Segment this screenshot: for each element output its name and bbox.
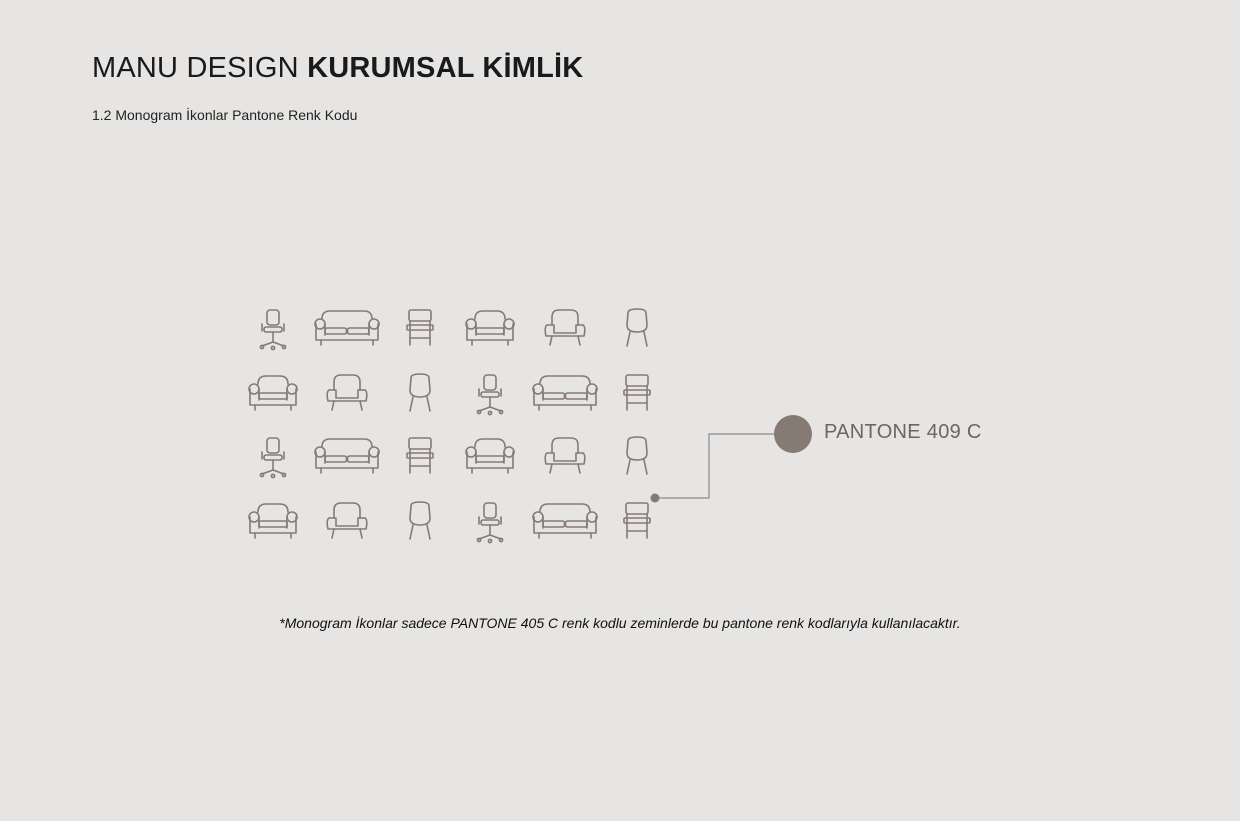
shell-chair-icon <box>602 435 672 485</box>
connector-line <box>655 434 774 498</box>
armchair-icon <box>238 372 308 422</box>
lounge-chair-icon <box>530 307 600 357</box>
title-light: MANU DESIGN <box>92 52 299 84</box>
sofa-icon <box>530 500 600 550</box>
section-subtitle: 1.2 Monogram İkonlar Pantone Renk Kodu <box>92 107 358 123</box>
armchair-icon <box>238 500 308 550</box>
office-chair-icon <box>238 307 308 357</box>
sofa-icon <box>530 372 600 422</box>
shell-chair-icon <box>385 500 455 550</box>
office-chair-icon <box>455 500 525 550</box>
page-title <box>92 52 583 85</box>
pantone-swatch <box>774 415 812 453</box>
sofa-icon <box>312 307 382 357</box>
lounge-chair-icon <box>312 372 382 422</box>
sofa-icon <box>312 435 382 485</box>
title-bold: KURUMSAL KİMLİK <box>307 52 584 84</box>
office-chair-icon <box>455 372 525 422</box>
armchair-icon <box>455 307 525 357</box>
lounge-chair-icon <box>530 435 600 485</box>
pantone-label: PANTONE 409 C <box>824 421 982 443</box>
shell-chair-icon <box>602 307 672 357</box>
office-chair-icon <box>238 435 308 485</box>
wooden-chair-icon <box>602 500 672 550</box>
wooden-chair-icon <box>385 307 455 357</box>
lounge-chair-icon <box>312 500 382 550</box>
shell-chair-icon <box>385 372 455 422</box>
wooden-chair-icon <box>385 435 455 485</box>
usage-note: *Monogram İkonlar sadece PANTONE 405 C renk kodlu zeminlerde bu pantone renk kodlarıyla kullanılacaktır. <box>279 615 961 631</box>
armchair-icon <box>455 435 525 485</box>
wooden-chair-icon <box>602 372 672 422</box>
